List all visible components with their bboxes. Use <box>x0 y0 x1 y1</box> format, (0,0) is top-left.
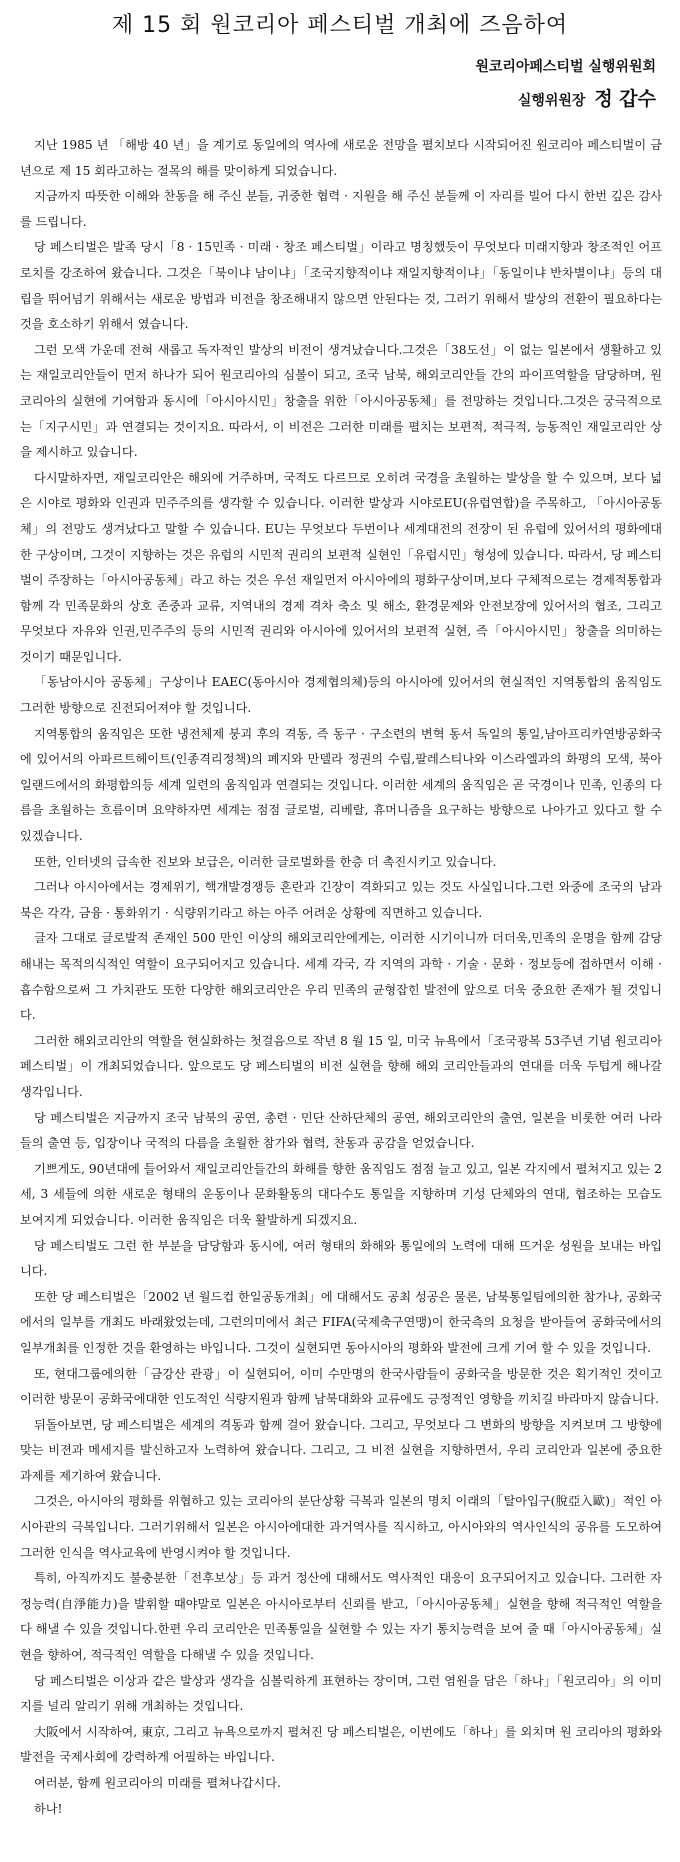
paragraph: 大阪에서 시작하여, 東京, 그리고 뉴욕으로까지 펼쳐진 당 페스티벌은, 이번에도「하나」를 외치며 원 코리아의 평화와 발전을 국제사회에 강력하게 어필하는 바입니다. <box>20 1724 662 1765</box>
paragraph: 그런 모색 가운데 전혀 새롭고 독자적인 발상의 비전이 생겨났습니다.그것은「38도선」이 없는 일본에서 생활하고 있는 재일코리안들이 먼저 하나가 되어 원코리아의 심볼이 되고, 조국 남북, 해외코리안들 간의 파이프역할을 담당하며, 원코리아의 실현에 기여함과 동시에「아시아시민」창출을 위한「아시아공동체」를 전망하는 것입니다.그것은 궁극적으로는「지구시민」과 연결되는 것이지요. 따라서, 이 비전은 그러한 미래를 펼치는 보편적, 적극적, 능동적인 재일코리안 상을 제시하고 있습니다. <box>20 342 662 460</box>
paragraph: 지난 1985 년 「해방 40 년」을 계기로 동일에의 역사에 새로운 전망을 펼치보다 시작되어진 원코리아 페스티벌이 금년으로 제 15 회라고하는 절목의 해를 맞이하게 되었습니다. <box>20 138 662 178</box>
paragraph: 그러나 아시아에서는 경제위기, 핵개발경쟁등 혼란과 긴장이 격화되고 있는 것도 사실입니다.그런 와중에 조국의 남과 북은 각각, 금융 · 통화위기 · 식량위기라고 하는 아주 어려운 상황에 직면하고 있습니다. <box>20 880 662 920</box>
paragraph: 글자 그대로 글로발적 존재인 500 만인 이상의 해외코리안에게는, 이러한 시기이니까 더더욱,민족의 운명을 함께 감당해내는 목적의식적인 역할이 요구되어지고 있습니다. 세계 각국, 각 지역의 과학 · 기술 · 문화 · 정보등에 접하면서 이해 · 흡수함으로써 그 가치관도 또한 다양한 해외코리안은 우리 민족의 균형잡힌 발전에 앞으로 더욱 중요한 존재가 될 것입니다. <box>20 931 662 1023</box>
paragraph: 그러한 해외코리안의 역할을 현실화하는 첫걸음으로 작년 8 월 15 일, 미국 뉴욕에서「조국광복 53주년 기념 원코리아 페스티벌」이 개최되었습니다. 앞으로도 당 페스티벌의 비전 실현을 향해 해외 코리안들과의 연대를 더욱 두텁게 해나갈 생각입니다. <box>20 1033 662 1099</box>
paragraph: 지금까지 따뜻한 이해와 찬동을 해 주신 분들, 귀중한 협력 · 지원을 해 주신 분들께 이 자리를 빌어 다시 한번 깊은 감사를 드립니다. <box>20 189 662 229</box>
paragraph: 당 페스티벌은 발족 당시「8 · 15민족 · 미래 · 창조 페스티벌」이라고 명칭했듯이 무엇보다 미래지향과 창조적인 어프로치를 강조하여 왔습니다. 그것은「북이냐 남이냐」「조국지향적이냐 재일지향적이냐」「동일이냐 반차별이냐」등의 대립을 뛰어넘기 위해서는 새로운 방법과 비전을 창조해내지 않으면 안된다는 것, 그러기 위해서 발상의 전환이 필요하다는 것을 호소하기 위해서 였습니다. <box>20 240 662 332</box>
paragraph: 다시말하자면, 재일코리안은 해외에 거주하며, 국적도 다르므로 오히려 국경을 초월하는 발상을 할 수 있으며, 보다 넓은 시야로 평화와 인권과 민주주의를 생각할 수 있습니다. 이러한 발상과 시야로EU(유럽연합)을 주목하고, 「아시아공동체」의 전망도 생겨났다고 말할 수 있습니다. EU는 무엇보다 두번이나 세계대전의 전장이 된 유럽에 있어서의 평화에대한 구상이며, 그것이 지향하는 것은 유럽의 시민적 권리의 보편적 실현인「유럽시민」형성에 있습니다. 따라서, 당 페스티벌이 주장하는「아시아공동체」라고 하는 것은 우선 재일먼저 아시아에의 평화구상이며,보다 구체적으로는 경제적통합과 함께 각 민족문화의 상호 존중과 교류, 지역내의 경제 격차 축소 및 해소, 환경문제와 안전보장에 있어서의 협조, 그리고 무엇보다 자유와 인권,민주주의 등의 시민적 권리와 아시아에 있어서의 보편적 실현, 즉「아시아시민」창출을 의미하는 것이기 때문입니다. <box>20 470 662 664</box>
paragraph: 지역통합의 움직임은 또한 냉전체제 붕괴 후의 격동, 즉 동구 · 구소련의 변혁 동서 독일의 통일,남아프리카연방공화국에 있어서의 아파르트헤이트(인종격리정책)의 폐지와 만델라 정권의 수립,팔레스티나와 이스라엘과의 화평의 모색, 북아일랜드에서의 화평합의등 세계 일련의 움직임과 연결되는 것입니다. 이러한 세계의 움직임은 곧 국경이나 민족, 인종의 다름을 초월하는 흐름이며 요약하자면 세계는 점점 글로벌, 리베랄, 휴머니즘을 요구하는 방향으로 나아가고 있다고 할 수 있겠습니다. <box>20 726 662 844</box>
paragraph: 하나! <box>34 1801 63 1816</box>
document-body <box>20 133 662 1822</box>
paragraph: 여러분, 함께 원코리아의 미래를 펼쳐나갑시다. <box>34 1776 281 1790</box>
signature-role: 실행위원장 <box>517 93 586 109</box>
signature-name: 정 갑수 <box>594 88 656 110</box>
paragraph: 또, 현대그룹에의한「금강산 관광」이 실현되어, 이미 수만명의 한국사람들이 공화국을 방문한 것은 획기적인 것이고 이러한 방문이 공화국에대한 인도적인 식량지원과 함께 남북대화와 교류에도 긍정적인 영향을 끼치길 바라마지 않습니다. <box>20 1366 662 1407</box>
paragraph: 「동남아시아 공동체」구상이나 EAEC(동아시아 경제협의체)등의 아시아에 있어서의 현실적인 지역통합의 움직임도 그러한 방향으로 진전되어져야 할 것입니다. <box>20 675 662 716</box>
paragraph: 당 페스티벌은 지금까지 조국 남북의 공연, 총련 · 민단 산하단체의 공연, 해외코리안의 출연, 일본을 비롯한 여러 나라들의 출연 등, 입장이나 국적의 다름을 초월한 참가와 협력, 찬동과 공감을 얻었습니다. <box>20 1110 662 1151</box>
paragraph: 또한, 인터넷의 급속한 진보와 보급은, 이러한 글로벌화를 한층 더 촉진시키고 있습니다. <box>34 854 497 869</box>
paragraph: 또한 당 페스티벌은「2002 년 월드컵 한일공동개최」에 대해서도 공최 성공은 물론, 남북통일팀에의한 참가나, 공화국에서의 일부를 개최도 바래왔었는데, 그런의미에서 최근 FIFA(국제축구연맹)이 한국측의 요청을 받아들여 공화국에서의 일부개최를 인정한 것을 환영하는 바입니다. 그것이 실현되면 동아시아의 평화와 발전에 크게 기여 할 수 있을 것입니다. <box>20 1289 662 1355</box>
paragraph: 기쁘게도, 90년대에 들어와서 재일코리안들간의 화해를 향한 움직임도 점점 늘고 있고, 일본 각지에서 펼쳐지고 있는 2 세, 3 세들에 의한 새로운 형태의 운동이나 문화활동의 대다수도 통일을 지향하며 기성 단체와의 연대, 협조하는 모습도 보여지게 되었습니다. 이러한 움직임은 더욱 활발하게 되겠지요. <box>20 1161 662 1227</box>
signature <box>518 84 656 111</box>
paragraph: 뒤돌아보면, 당 페스티벌은 세계의 격동과 함께 걸어 왔습니다. 그리고, 무엇보다 그 변화의 방향을 지켜보며 그 방향에 맞는 비젼과 메세지를 발신하고자 노력하여 왔습니다. 그리고, 그 비전 실현을 지향하면서, 우리 코리안과 일본에 중요한 과제를 제기하여 왔습니다. <box>20 1417 662 1483</box>
organization-name: 원코리아페스티벌 실행위원회 <box>475 59 656 75</box>
document-title: 제 15 회 원코리아 페스티벌 개최에 즈음하여 <box>111 13 569 38</box>
paragraph: 당 페스티벌도 그런 한 부분을 담당함과 동시에, 여러 형태의 화해와 통일에의 노력에 대해 뜨거운 성원을 보내는 바입니다. <box>20 1238 662 1279</box>
paragraph: 특히, 아직까지도 불충분한「전후보상」등 과거 정산에 대해서도 역사적인 대응이 요구되어지고 있습니다. 그러한 자정능력(自淨能力)을 발휘할 때야말로 일본은 아시아로부터 신뢰를 받고,「아시아공동체」실현을 향해 적극적인 역할을 다 해낼 수 있을 것입니다.한편 우리 코리안은 민족통일을 실현할 수 있는 자기 통치능력을 보여 줄 때「아시아공동체」실현을 향하여, 적극적인 역할을 다해낼 수 있을 것입니다. <box>20 1571 662 1663</box>
paragraph: 당 페스티벌은 이상과 같은 발상과 생각을 심볼릭하게 표현하는 장이며, 그런 염원을 담은「하나」「원코리아」의 이미지를 널리 알리기 위해 개최하는 것입니다. <box>20 1673 662 1714</box>
paragraph: 그것은, 아시아의 평화를 위협하고 있는 코리아의 분단상황 극복과 일본의 명치 이래의「탈아입구(脫亞入歐)」적인 아시아관의 극복입니다. 그러기위해서 일본은 아시아에대한 과거역사를 직시하고, 아시아와의 역사인식의 공유를 도모하여 그러한 인식을 역사교육에 반영시켜야 할 것입니다. <box>20 1494 662 1560</box>
